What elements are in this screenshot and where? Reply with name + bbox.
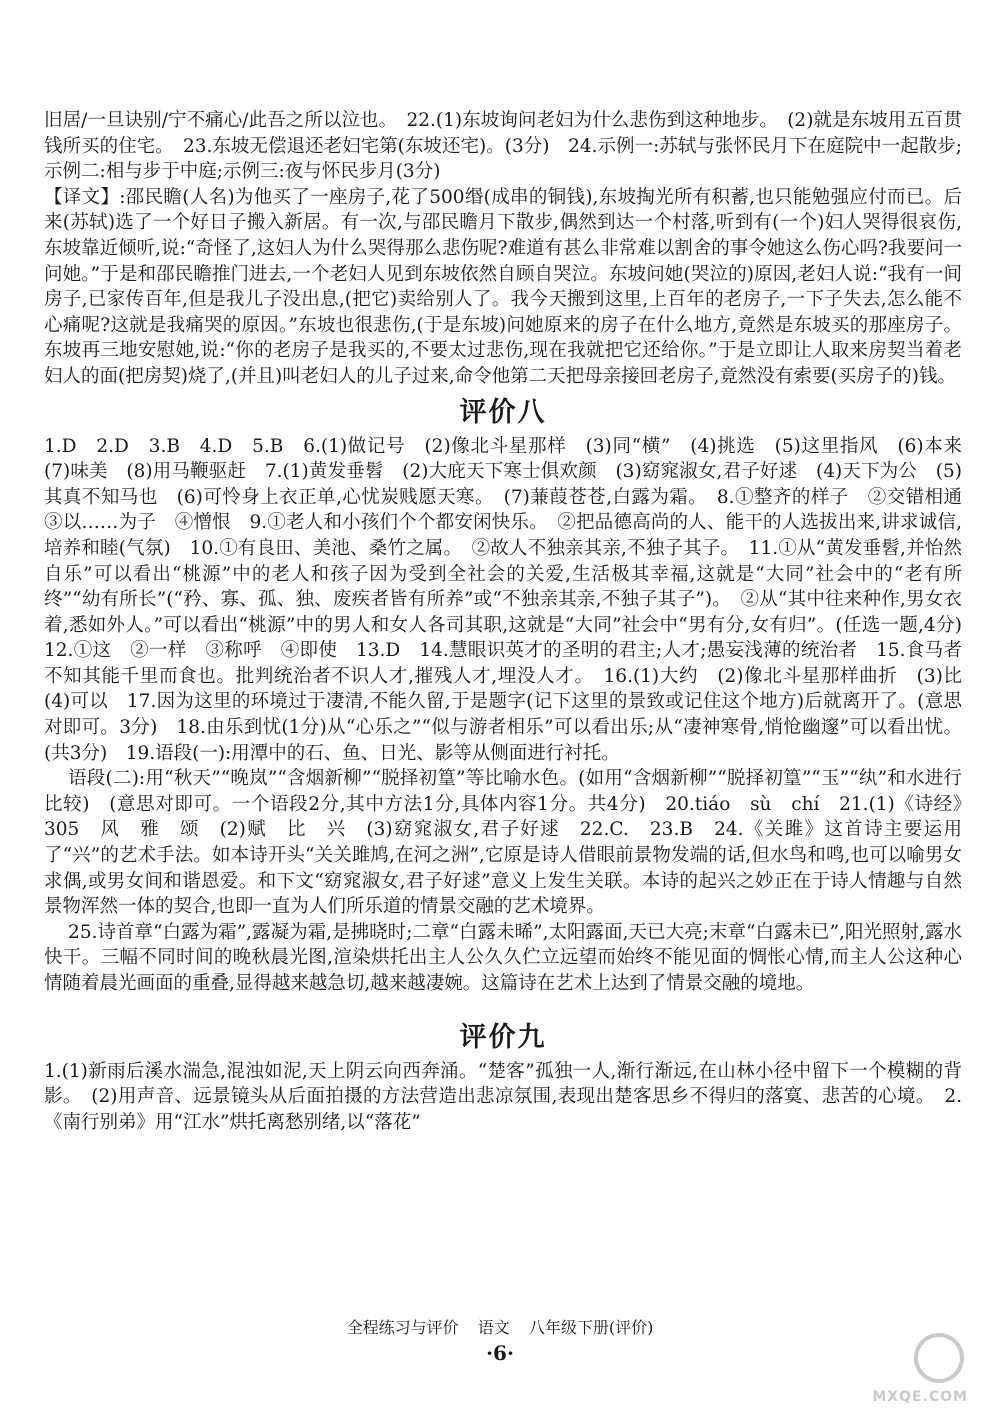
page-number: ·6· bbox=[486, 1341, 514, 1365]
footer-book-title: 全程练习与评价 bbox=[346, 1318, 459, 1337]
section-heading-eight: 评价八 bbox=[459, 396, 547, 428]
footer-subject: 语文 bbox=[477, 1318, 510, 1337]
watermark-logo bbox=[822, 1333, 972, 1405]
answer-paragraph: 25.诗首章“白露为霜”,露凝为霜,是拂晓时;二章“白露未晞”,太阳露面,天已大亮;末章“白露未已”,阳光照射,露水快干。三幅不同时间的晚秋晨光图,渲染烘托出主人公久久伫立远望而始终不能见面的惆怅心情,而主人公这种心情随着晨光画面的重叠,显得越来越急切,越来越凄婉。这篇诗在艺术上达到了情景交融的境地。 bbox=[44, 921, 962, 994]
answer-paragraph: 1.D 2.D 3.B 4.D 5.B 6.(1)做记号 (2)像北斗星那样 (3)同“横” (4)挑选 (5)这里指风 (6)本来 (7)味美 (8)用马鞭驱赶 7.(1)黄发垂髫 (2)大庇天下寒士俱欢颜 (3)窈窕淑女,君子好逑 (4)天下为公 (5)其真不知马也 (6)可怜身上衣正单,心忧炭贱愿天寒。 (7)蒹葭苍苍,白露为霜。 8.①整齐的样子 ②交错相通 ③以……为子 ④憎恨 9.①老人和小孩们个个都安闲快乐。 ②把品德高尚的人、能干的人选拔出来,讲求诚信,培养和睦(气氛) 10.①有良田、美池、桑竹之属。 ②故人不独亲其亲,不独子其子。 11.①从“黄发垂髫,并怡然自乐”可以看出“桃源”中的老人和孩子因为受到全社会的关爱,生活极其幸福,这就是“大同”社会中的“老有所终”“幼有所长”(“矜、寡、孤、独、废疾者皆有所养”或“不独亲其亲,不独子其子”)。 ②从“其中往来种作,男女衣着,悉如外人。”可以看出“桃源”中的男人和女人各司其职,这就是“大同”社会中“男有分,女有归”。(任选一题,4分) 12.①这 ②一样 ③称呼 ④即使 13.D 14.慧眼识英才的圣明的君主;人才;愚妄浅薄的统治者 15.食马者不知其能千里而食也。批判统治者不识人才,摧残人才,埋没人才。 16.(1)大约 (2)像北斗星那样曲折 (3)比 (4)可以 17.因为这里的环境过于凄清,不能久留,于是题字(记下这里的景致或记住这个地方)后就离开了。(意思对即可。3分) 18.由乐到忧(1分)从“心乐之”“似与游者相乐”可以看出乐;从“凄神寒骨,悄怆幽邃”可以看出忧。(共3分) 19.语段(一):用潭中的石、鱼、日光、影等从侧面进行衬托。 bbox=[44, 435, 981, 764]
translation-paragraph: 【译文】:邵民瞻(人名)为他买了一座房子,花了500缗(成串的铜钱),东坡掏光所有积蓄,也只能勉强应付而已。后来(苏轼)选了一个好日子搬入新居。有一次,与邵民瞻月下散步,偶然到达一个村落,听到有(一个)妇人哭得很哀伤,东坡靠近倾听,说:“奇怪了,这妇人为什么哭得那么悲伤呢?难道有甚么非常难以割舍的事令她这么伤心吗?我要问一问她。”于是和邵民瞻推门进去,一个老妇人见到东坡依然自顾自哭泣。东坡问她(哭泣的)原因,老妇人说:“我有一间房子,已家传百年,但是我儿子没出息,(把它)卖给别人了。我今天搬到这里,上百年的老房子,一下子失去,怎么能不心痛呢?这就是我痛哭的原因。”东坡也很悲伤,(于是东坡)问她原来的房子在什么地方,竟然是东坡买的那座房子。东坡再三地安慰她,说:“你的老房子是我买的,不要太过悲伤,现在我就把它还给你。”于是立即让人取来房契当着老妇人的面(把房契)烧了,(并且)叫老妇人的儿子过来,命令他第二天把母亲接回老房子,竟然没有索要(买房子的)钱。 bbox=[44, 186, 962, 387]
answer-paragraph: 1.(1)新雨后溪水湍急,混浊如泥,天上阴云向西奔涌。“楚客”孤独一人,渐行渐远,在山林小径中留下一个模糊的背影。 (2)用声音、远景镜头从后面拍摄的方法营造出悲凉氛围,表现出楚客思乡不得归的落寞、悲苦的心境。 2.《南行别弟》用“江水”烘托离愁别绪,以“落花” bbox=[44, 1060, 962, 1133]
answer-paragraph: 语段(二):用“秋天”“晚岚”“含烟新柳”“脱择初篁”等比喻水色。(如用“含烟新柳”“脱择初篁”“玉”“纨”和水进行比较) (意思对即可。一个语段2分,其中方法1分,具体内容1分。共4分) 20.tiáo sù chí 21.(1)《诗经》 305 风 雅 颂 (2)赋 比 兴 (3)窈窕淑女,君子好逑 22.C. 23.B 24.《关雎》这首诗主要运用了“兴”的艺术手法。如本诗开头“关关雎鸠,在河之洲”,它原是诗人借眼前景物发端的话,但水鸟和鸣,也可以喻男女求偶,或男女间和谐恩爱。和下文“窈窕淑女,君子好逑”意义上发生关联。本诗的起兴之妙正在于诗人情趣与自然景物浑然一体的契合,也即一直为人们所乐道的情景交融的艺术境界。 bbox=[44, 768, 981, 918]
watermark-text: MXQE.COM bbox=[872, 1389, 968, 1405]
section-heading-nine: 评价九 bbox=[459, 1021, 547, 1053]
footer-grade: 八年级下册(评价) bbox=[528, 1318, 654, 1337]
answer-paragraph: 旧居/一旦诀别/宁不痛心/此吾之所以泣也。 22.(1)东坡询问老妇为什么悲伤到这种地步。 (2)就是东坡用五百贯钱所买的住宅。 23.东坡无偿退还老妇宅第(东坡还宅)。(3分) 24.示例一:苏轼与张怀民月下在庭院中一起散步;示例二:相与步于中庭;示例三:夜与怀民步月(3分) bbox=[44, 110, 962, 183]
watermark-circle-icon bbox=[914, 1333, 964, 1383]
answer-page bbox=[44, 108, 981, 1135]
